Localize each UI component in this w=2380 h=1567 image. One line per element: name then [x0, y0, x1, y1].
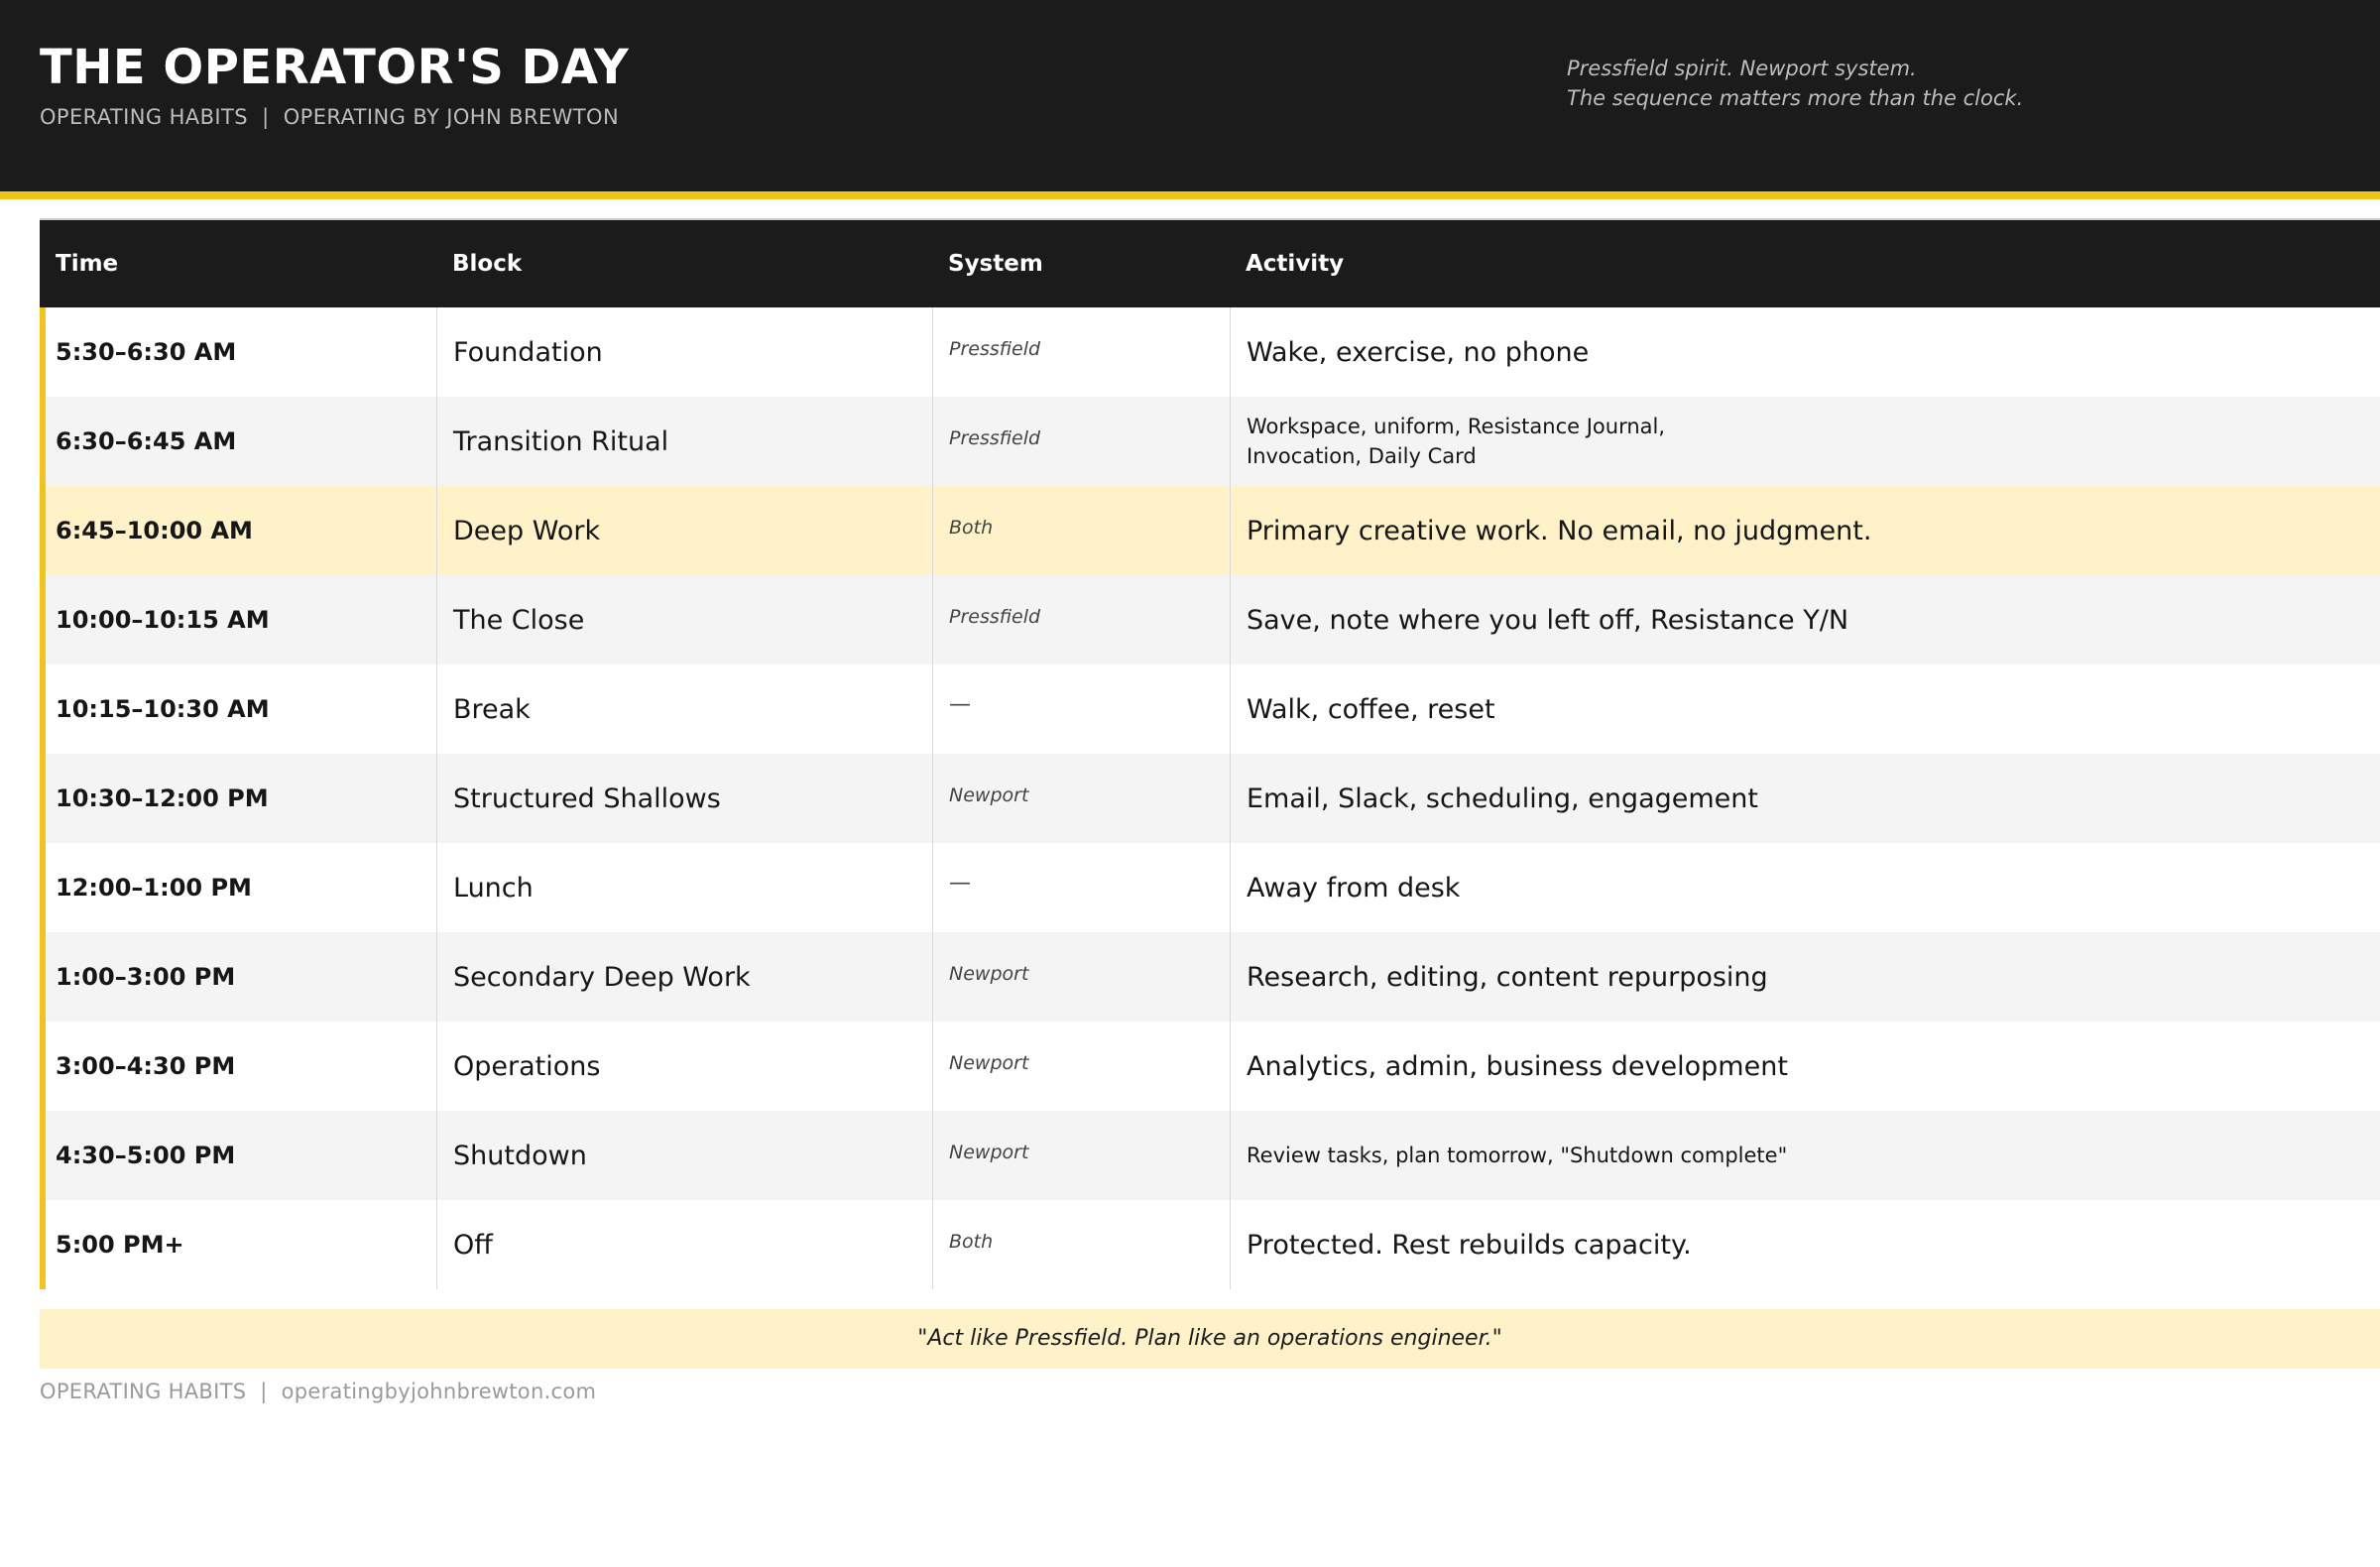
activity-cell: Save, note where you left off, Resistance Y/N	[1230, 575, 2380, 664]
tagline-line-2: The sequence matters more than the clock.	[1567, 86, 2024, 110]
table-row	[40, 575, 2380, 664]
table-row	[40, 1022, 2380, 1111]
time-cell: 5:00 PM+	[56, 1231, 184, 1259]
table-accent-bar	[40, 307, 46, 1289]
page-footer: OPERATING HABITS | operatingbyjohnbrewton.com	[40, 1380, 597, 1403]
activity-cell: Walk, coffee, reset	[1230, 664, 2380, 754]
time-cell: 10:30–12:00 PM	[56, 784, 269, 812]
activity-line-1: Workspace, uniform, Resistance Journal,	[1247, 415, 1666, 438]
block-cell: Transition Ritual	[436, 397, 932, 486]
activity-cell: Primary creative work. No email, no judgment.	[1230, 486, 2380, 575]
table-row	[40, 754, 2380, 843]
block-cell: Operations	[436, 1022, 932, 1111]
activity-cell: Away from desk	[1230, 843, 2380, 932]
table-row	[40, 664, 2380, 754]
time-cell: 12:00–1:00 PM	[56, 874, 252, 902]
block-cell: Foundation	[436, 307, 932, 397]
block-cell: Secondary Deep Work	[436, 932, 932, 1022]
time-cell: 3:00–4:30 PM	[56, 1052, 236, 1080]
table-row	[40, 397, 2380, 486]
time-cell: 10:00–10:15 AM	[56, 606, 270, 634]
system-cell: Newport	[932, 1111, 1230, 1200]
schedule-table	[40, 218, 2380, 1289]
header-tagline	[1567, 54, 2023, 113]
time-cell: 10:15–10:30 AM	[56, 695, 270, 723]
table-row	[40, 1111, 2380, 1200]
activity-cell: Review tasks, plan tomorrow, "Shutdown complete"	[1230, 1111, 2380, 1200]
column-header-system: System	[948, 251, 1043, 277]
system-cell: Newport	[932, 754, 1230, 843]
time-cell: 6:45–10:00 AM	[56, 517, 253, 544]
table-row	[40, 932, 2380, 1022]
system-cell: Pressfield	[932, 307, 1230, 397]
page-subtitle: OPERATING HABITS | OPERATING BY JOHN BREWTON	[40, 105, 620, 129]
table-row-highlighted	[40, 486, 2380, 575]
activity-cell: Wake, exercise, no phone	[1230, 307, 2380, 397]
activity-cell: Research, editing, content repurposing	[1230, 932, 2380, 1022]
system-cell: —	[932, 664, 1230, 754]
activity-cell: Analytics, admin, business development	[1230, 1022, 2380, 1111]
tagline-line-1: Pressfield spirit. Newport system.	[1567, 57, 1917, 80]
system-cell: Pressfield	[932, 575, 1230, 664]
activity-line-2: Invocation, Daily Card	[1247, 444, 1477, 468]
time-cell: 4:30–5:00 PM	[56, 1142, 236, 1169]
activity-cell: Email, Slack, scheduling, engagement	[1230, 754, 2380, 843]
table-row	[40, 843, 2380, 932]
table-row	[40, 307, 2380, 397]
column-header-block: Block	[452, 251, 523, 277]
block-cell: Structured Shallows	[436, 754, 932, 843]
page-title: THE OPERATOR'S DAY	[40, 40, 630, 95]
closing-quote: "Act like Pressfield. Plan like an operations engineer."	[40, 1309, 2380, 1369]
table-header	[40, 220, 2380, 307]
system-cell: Both	[932, 1200, 1230, 1289]
activity-cell: Protected. Rest rebuilds capacity.	[1230, 1200, 2380, 1289]
table-row	[40, 1200, 2380, 1289]
column-header-time: Time	[56, 251, 119, 277]
block-cell: Off	[436, 1200, 932, 1289]
column-header-activity: Activity	[1246, 251, 1345, 277]
block-cell: Shutdown	[436, 1111, 932, 1200]
page-header	[0, 0, 2380, 191]
system-cell: Newport	[932, 1022, 1230, 1111]
header-accent-rule	[0, 191, 2380, 199]
block-cell: The Close	[436, 575, 932, 664]
system-cell: Pressfield	[932, 397, 1230, 486]
time-cell: 5:30–6:30 AM	[56, 338, 237, 366]
block-cell: Break	[436, 664, 932, 754]
block-cell: Deep Work	[436, 486, 932, 575]
time-cell: 6:30–6:45 AM	[56, 427, 237, 455]
block-cell: Lunch	[436, 843, 932, 932]
system-cell: —	[932, 843, 1230, 932]
system-cell: Both	[932, 486, 1230, 575]
time-cell: 1:00–3:00 PM	[56, 963, 236, 991]
activity-cell	[1230, 397, 2380, 486]
system-cell: Newport	[932, 932, 1230, 1022]
table-body	[40, 307, 2380, 1289]
